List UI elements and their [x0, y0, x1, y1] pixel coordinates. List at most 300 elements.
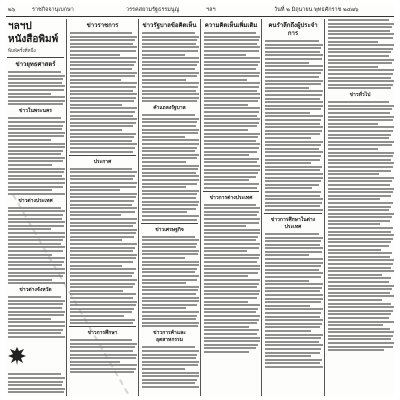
- text-line: [265, 362, 320, 364]
- text-line: [142, 165, 199, 167]
- text-line: [265, 166, 322, 168]
- text-line: [8, 143, 65, 145]
- text-line: [70, 79, 121, 81]
- text-line: [70, 182, 137, 184]
- text-line: [70, 357, 136, 359]
- text-line: [8, 178, 65, 180]
- text-line: [70, 104, 122, 106]
- text-line: [328, 259, 394, 261]
- text-line: [328, 299, 382, 301]
- text-line: [142, 307, 186, 309]
- text-line: [70, 361, 120, 363]
- text-line: [204, 46, 260, 48]
- text-line: [204, 122, 259, 124]
- text-block: [68, 339, 137, 373]
- text-block: [140, 346, 199, 388]
- text-line: [204, 293, 259, 295]
- text-line: [265, 202, 322, 204]
- text-line: [265, 137, 311, 139]
- text-line: [142, 190, 199, 192]
- text-line: [70, 268, 136, 270]
- text-line: [328, 342, 394, 344]
- text-line: [142, 257, 185, 259]
- text-line: [8, 221, 65, 223]
- text-line: [142, 364, 198, 366]
- col5-headline: คนรำลึกถึงผู้ประจำการ: [268, 22, 318, 37]
- text-line: [265, 40, 319, 42]
- text-line: [265, 54, 323, 56]
- text-line: [204, 250, 247, 252]
- text-line: [265, 290, 320, 292]
- column-rule: [66, 19, 67, 396]
- divider: [141, 223, 198, 224]
- text-line: [265, 283, 323, 285]
- text-line: [142, 382, 195, 384]
- text-line: [204, 100, 258, 102]
- text-line: [328, 209, 389, 211]
- text-line: [204, 82, 260, 84]
- text-line: [142, 46, 199, 48]
- text-line: [8, 228, 51, 230]
- col3-subhead-1: คำแถลงรัฐบาล: [153, 105, 186, 112]
- text-line: [8, 189, 52, 191]
- text-line: [328, 48, 393, 50]
- text-line: [265, 108, 321, 110]
- text-line: [204, 187, 257, 189]
- text-line: [142, 68, 195, 70]
- text-line: [142, 239, 199, 241]
- text-line: [204, 154, 249, 156]
- text-line: [142, 379, 197, 381]
- text-line: [70, 186, 136, 188]
- column-1: [6, 19, 65, 396]
- text-line: [8, 128, 62, 130]
- text-line: [328, 44, 394, 46]
- text-line: [204, 315, 260, 317]
- text-line: [70, 275, 132, 277]
- text-line: [265, 44, 323, 46]
- text-line: [142, 318, 196, 320]
- text-line: [328, 69, 394, 71]
- text-line: [8, 175, 62, 177]
- text-line: [142, 161, 186, 163]
- text-line: [70, 93, 137, 95]
- text-line: [70, 218, 137, 220]
- text-line: [265, 244, 320, 246]
- text-line: [204, 322, 257, 324]
- text-line: [8, 103, 63, 105]
- text-line: [70, 229, 137, 231]
- text-line: [328, 173, 379, 175]
- text-line: [204, 286, 257, 288]
- text-line: [204, 257, 259, 259]
- text-line: [142, 357, 196, 359]
- text-line: [70, 46, 137, 48]
- text-line: [328, 331, 394, 333]
- text-line: [142, 289, 198, 291]
- text-line: [142, 201, 199, 203]
- masthead-title: ฯลฯปหนังสือพิมพ์: [8, 21, 59, 45]
- text-line: [265, 58, 322, 60]
- text-line: [328, 23, 394, 25]
- text-line: [142, 304, 197, 306]
- text-line: [142, 75, 197, 77]
- text-line: [70, 315, 124, 317]
- text-line: [265, 209, 323, 211]
- text-line: [204, 297, 257, 299]
- text-line: [204, 183, 259, 185]
- text-line: [8, 164, 52, 166]
- text-line: [70, 261, 133, 263]
- text-line: [328, 346, 393, 348]
- text-line: [204, 207, 260, 209]
- text-line: [8, 89, 64, 91]
- text-line: [8, 254, 52, 256]
- text-line: [8, 150, 63, 152]
- text-line: [204, 158, 259, 160]
- text-line: [142, 175, 199, 177]
- text-line: [328, 216, 392, 218]
- text-line: [142, 386, 199, 388]
- text-line: [8, 261, 64, 263]
- text-line: [70, 204, 132, 206]
- text-line: [142, 82, 199, 84]
- text-line: [328, 84, 393, 86]
- text-line: [328, 324, 383, 326]
- text-line: [142, 375, 199, 377]
- text-line: [142, 79, 186, 81]
- text-line: [328, 281, 389, 283]
- text-line: [70, 290, 123, 292]
- text-line: [142, 136, 185, 138]
- text-line: [265, 287, 322, 289]
- text-line: [204, 329, 259, 331]
- text-line: [142, 261, 199, 263]
- text-line: [8, 100, 65, 102]
- text-line: [204, 214, 257, 216]
- text-line: [265, 105, 323, 107]
- text-line: [142, 118, 199, 120]
- text-line: [328, 335, 393, 337]
- text-line: [70, 304, 136, 306]
- text-line: [204, 39, 259, 41]
- text-line: [142, 147, 197, 149]
- text-line: [142, 64, 197, 66]
- text-line: [204, 326, 249, 328]
- text-line: [265, 80, 323, 82]
- text-line: [328, 33, 394, 35]
- text-line: [328, 26, 392, 28]
- text-line: [328, 195, 391, 197]
- text-line: [204, 32, 256, 34]
- text-line: [8, 282, 65, 284]
- text-line: [328, 170, 391, 172]
- text-line: [328, 166, 393, 168]
- text-line: [328, 191, 393, 193]
- text-line: [328, 252, 392, 254]
- text-line: [328, 77, 391, 79]
- text-line: [328, 144, 392, 146]
- text-line: [142, 93, 199, 95]
- text-line: [142, 72, 199, 74]
- text-line: [265, 76, 319, 78]
- text-line: [204, 218, 260, 220]
- text-line: [8, 125, 63, 127]
- column-5: [263, 19, 323, 396]
- text-line: [204, 340, 260, 342]
- text-block: [6, 117, 65, 194]
- text-line: [142, 183, 197, 185]
- text-line: [142, 193, 197, 195]
- text-line: [8, 117, 61, 119]
- text-line: [328, 263, 393, 265]
- text-line: [70, 286, 133, 288]
- text-line: [8, 121, 65, 123]
- text-line: [265, 254, 309, 256]
- text-block: [6, 296, 65, 338]
- text-line: [8, 157, 65, 159]
- text-line: [70, 133, 136, 135]
- text-line: [142, 54, 185, 56]
- text-line: [204, 236, 258, 238]
- text-line: [328, 155, 393, 157]
- text-line: [328, 66, 378, 68]
- text-line: [328, 123, 378, 125]
- text-line: [142, 361, 199, 363]
- text-line: [265, 330, 311, 332]
- text-line: [204, 204, 256, 206]
- text-line: [142, 39, 197, 41]
- text-line: [70, 293, 136, 295]
- text-line: [265, 184, 319, 186]
- text-line: [265, 237, 323, 239]
- text-line: [70, 64, 134, 66]
- text-line: [8, 146, 65, 148]
- text-line: [70, 272, 134, 274]
- text-line: [204, 283, 259, 285]
- text-line: [204, 290, 260, 292]
- text-line: [142, 253, 198, 255]
- text-line: [70, 232, 136, 234]
- text-line: [265, 280, 309, 282]
- text-line: [142, 271, 195, 273]
- text-block: [202, 204, 260, 353]
- text-line: [265, 141, 323, 143]
- text-line: [142, 215, 199, 217]
- text-line: [8, 182, 65, 184]
- divider: [7, 57, 64, 58]
- text-line: [265, 308, 323, 310]
- text-line: [204, 243, 260, 245]
- text-line: [328, 116, 394, 118]
- text-line: [265, 112, 310, 114]
- text-line: [204, 111, 259, 113]
- text-line: [142, 286, 199, 288]
- text-line: [204, 311, 256, 313]
- text-line: [142, 250, 199, 252]
- text-line: [8, 93, 51, 95]
- text-block: [68, 168, 137, 325]
- text-block: [263, 40, 323, 211]
- text-line: [70, 97, 136, 99]
- header-section: วรรคสยามรัฐธรรมนูญ: [126, 7, 180, 13]
- text-line: [142, 211, 187, 213]
- text-line: [328, 220, 390, 222]
- text-line: [265, 265, 321, 267]
- text-line: [265, 94, 322, 96]
- text-line: [265, 119, 321, 121]
- text-block: [68, 32, 137, 153]
- col1-subhead-1: ข่าวในพระนคร: [18, 108, 52, 115]
- text-line: [204, 272, 258, 274]
- text-line: [70, 171, 137, 173]
- text-line: [70, 319, 135, 321]
- text-line: [70, 43, 133, 45]
- text-line: [8, 239, 63, 241]
- text-line: [142, 90, 196, 92]
- text-line: [8, 329, 63, 331]
- text-line: [70, 50, 136, 52]
- text-line: [328, 73, 393, 75]
- text-line: [70, 178, 133, 180]
- text-line: [142, 346, 195, 348]
- text-line: [142, 275, 199, 277]
- text-line: [142, 243, 197, 245]
- text-line: [204, 43, 257, 45]
- text-line: [265, 126, 323, 128]
- text-line: [8, 132, 65, 134]
- text-line: [70, 200, 134, 202]
- text-line: [265, 83, 321, 85]
- text-line: [265, 240, 321, 242]
- text-line: [328, 130, 393, 132]
- text-line: [265, 173, 323, 175]
- text-line: [328, 306, 394, 308]
- text-line: [142, 97, 199, 99]
- text-line: [328, 295, 394, 297]
- text-line: [8, 193, 65, 195]
- text-line: [328, 328, 390, 330]
- text-line: [204, 172, 258, 174]
- text-line: [8, 332, 61, 334]
- text-line: [328, 108, 392, 110]
- col3-subhead-2: ข่าวเศรษฐกิจ: [155, 226, 184, 233]
- text-line: [265, 323, 322, 325]
- text-line: [204, 72, 260, 74]
- text-line: [204, 176, 256, 178]
- text-line: [8, 85, 65, 87]
- text-line: [265, 72, 321, 74]
- divider: [69, 326, 136, 327]
- header-publication: ราชกิจจานุเบกษา: [32, 7, 74, 13]
- text-line: [204, 261, 257, 263]
- text-line: [328, 313, 391, 315]
- text-line: [204, 147, 259, 149]
- col1-subhead-3: ข่าวต่างจังหวัด: [19, 287, 52, 294]
- text-line: [265, 352, 320, 354]
- text-line: [70, 100, 134, 102]
- text-line: [70, 189, 120, 191]
- text-line: [328, 134, 391, 136]
- text-line: [328, 256, 390, 258]
- column-2: [68, 19, 137, 396]
- text-line: [204, 90, 257, 92]
- col6-subhead-1: ข่าวทั่วไป: [349, 92, 371, 99]
- text-line: [328, 223, 380, 225]
- text-line: [142, 32, 195, 34]
- text-line: [265, 144, 321, 146]
- text-line: [265, 195, 320, 197]
- text-line: [204, 79, 247, 81]
- column-4: [202, 19, 260, 396]
- text-line: [204, 275, 248, 277]
- text-line: [142, 208, 196, 210]
- text-line: [328, 30, 390, 32]
- text-line: [204, 232, 260, 234]
- text-line: [70, 239, 122, 241]
- text-line: [265, 247, 323, 249]
- text-line: [142, 311, 199, 313]
- text-line: [265, 133, 320, 135]
- text-line: [70, 68, 132, 70]
- text-line: [8, 139, 51, 141]
- text-line: [8, 96, 65, 98]
- text-line: [8, 303, 63, 305]
- text-line: [204, 129, 248, 131]
- text-block: [326, 19, 394, 89]
- text-line: [142, 179, 199, 181]
- text-line: [328, 137, 389, 139]
- text-line: [328, 112, 390, 114]
- header-date: วันที่ ๒ มิถุนายน พุทธศักราช ๒๔๗๖: [274, 7, 359, 13]
- text-line: [142, 150, 195, 152]
- text-line: [328, 188, 394, 190]
- text-line: [204, 140, 256, 142]
- text-line: [70, 32, 132, 34]
- text-line: [8, 246, 65, 248]
- text-line: [265, 101, 323, 103]
- text-line: [265, 130, 322, 132]
- masthead-subtitle: พิมพ์ครั้งที่หนึ่ง: [8, 49, 36, 54]
- text-line: [328, 277, 391, 279]
- text-line: [142, 36, 199, 38]
- text-line: [70, 247, 135, 249]
- text-line: [8, 268, 65, 270]
- text-line: [142, 154, 199, 156]
- text-block: [6, 207, 65, 284]
- text-line: [265, 69, 323, 71]
- text-line: [204, 75, 259, 77]
- text-line: [265, 276, 321, 278]
- text-block: [140, 236, 199, 328]
- text-line: [328, 41, 378, 43]
- text-line: [204, 225, 246, 227]
- text-line: [70, 350, 133, 352]
- text-line: [204, 229, 260, 231]
- text-line: [70, 107, 137, 109]
- text-line: [328, 288, 392, 290]
- text-line: [70, 250, 133, 252]
- text-line: [265, 98, 320, 100]
- text-line: [265, 90, 323, 92]
- text-line: [328, 59, 394, 61]
- text-line: [8, 377, 65, 379]
- text-line: [70, 297, 133, 299]
- text-line: [70, 82, 137, 84]
- text-line: [8, 78, 63, 80]
- text-line: [328, 274, 382, 276]
- text-line: [142, 282, 186, 284]
